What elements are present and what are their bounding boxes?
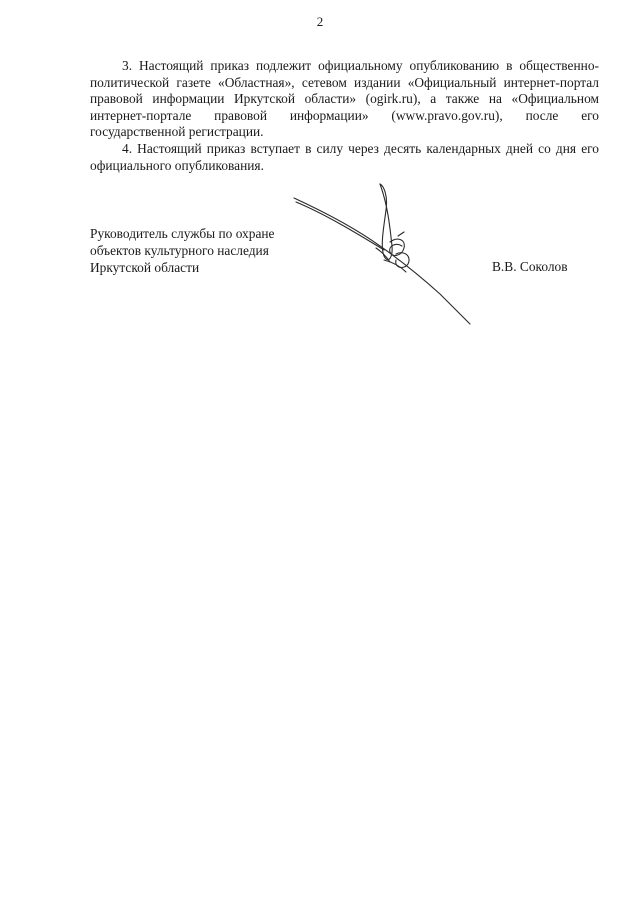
page-number: 2 (316, 14, 324, 29)
signatory-name: В.В. Соколов (492, 259, 568, 274)
signatory-position-line-2: объектов культурного наследия (90, 243, 269, 258)
signatory-position-line-3: Иркутской области (90, 260, 200, 275)
handwritten-signature-icon (280, 176, 480, 336)
document-body (90, 58, 599, 174)
paragraph-3: 3. Настоящий приказ подлежит официальному опубликованию в общественно-политической газете «Областная», сетевом издании «Официальный интернет-портал правовой информации Иркутской области» (ogirk.ru), а также на «Официальном интернет-портале правовой информации» (www.pravo.gov.ru), после его государственной регистрации. (90, 58, 599, 140)
signatory-position-line-1: Руководитель службы по охране (90, 226, 275, 241)
paragraph-4: 4. Настоящий приказ вступает в силу через десять календарных дней со дня его официального опубликования. (90, 140, 599, 173)
